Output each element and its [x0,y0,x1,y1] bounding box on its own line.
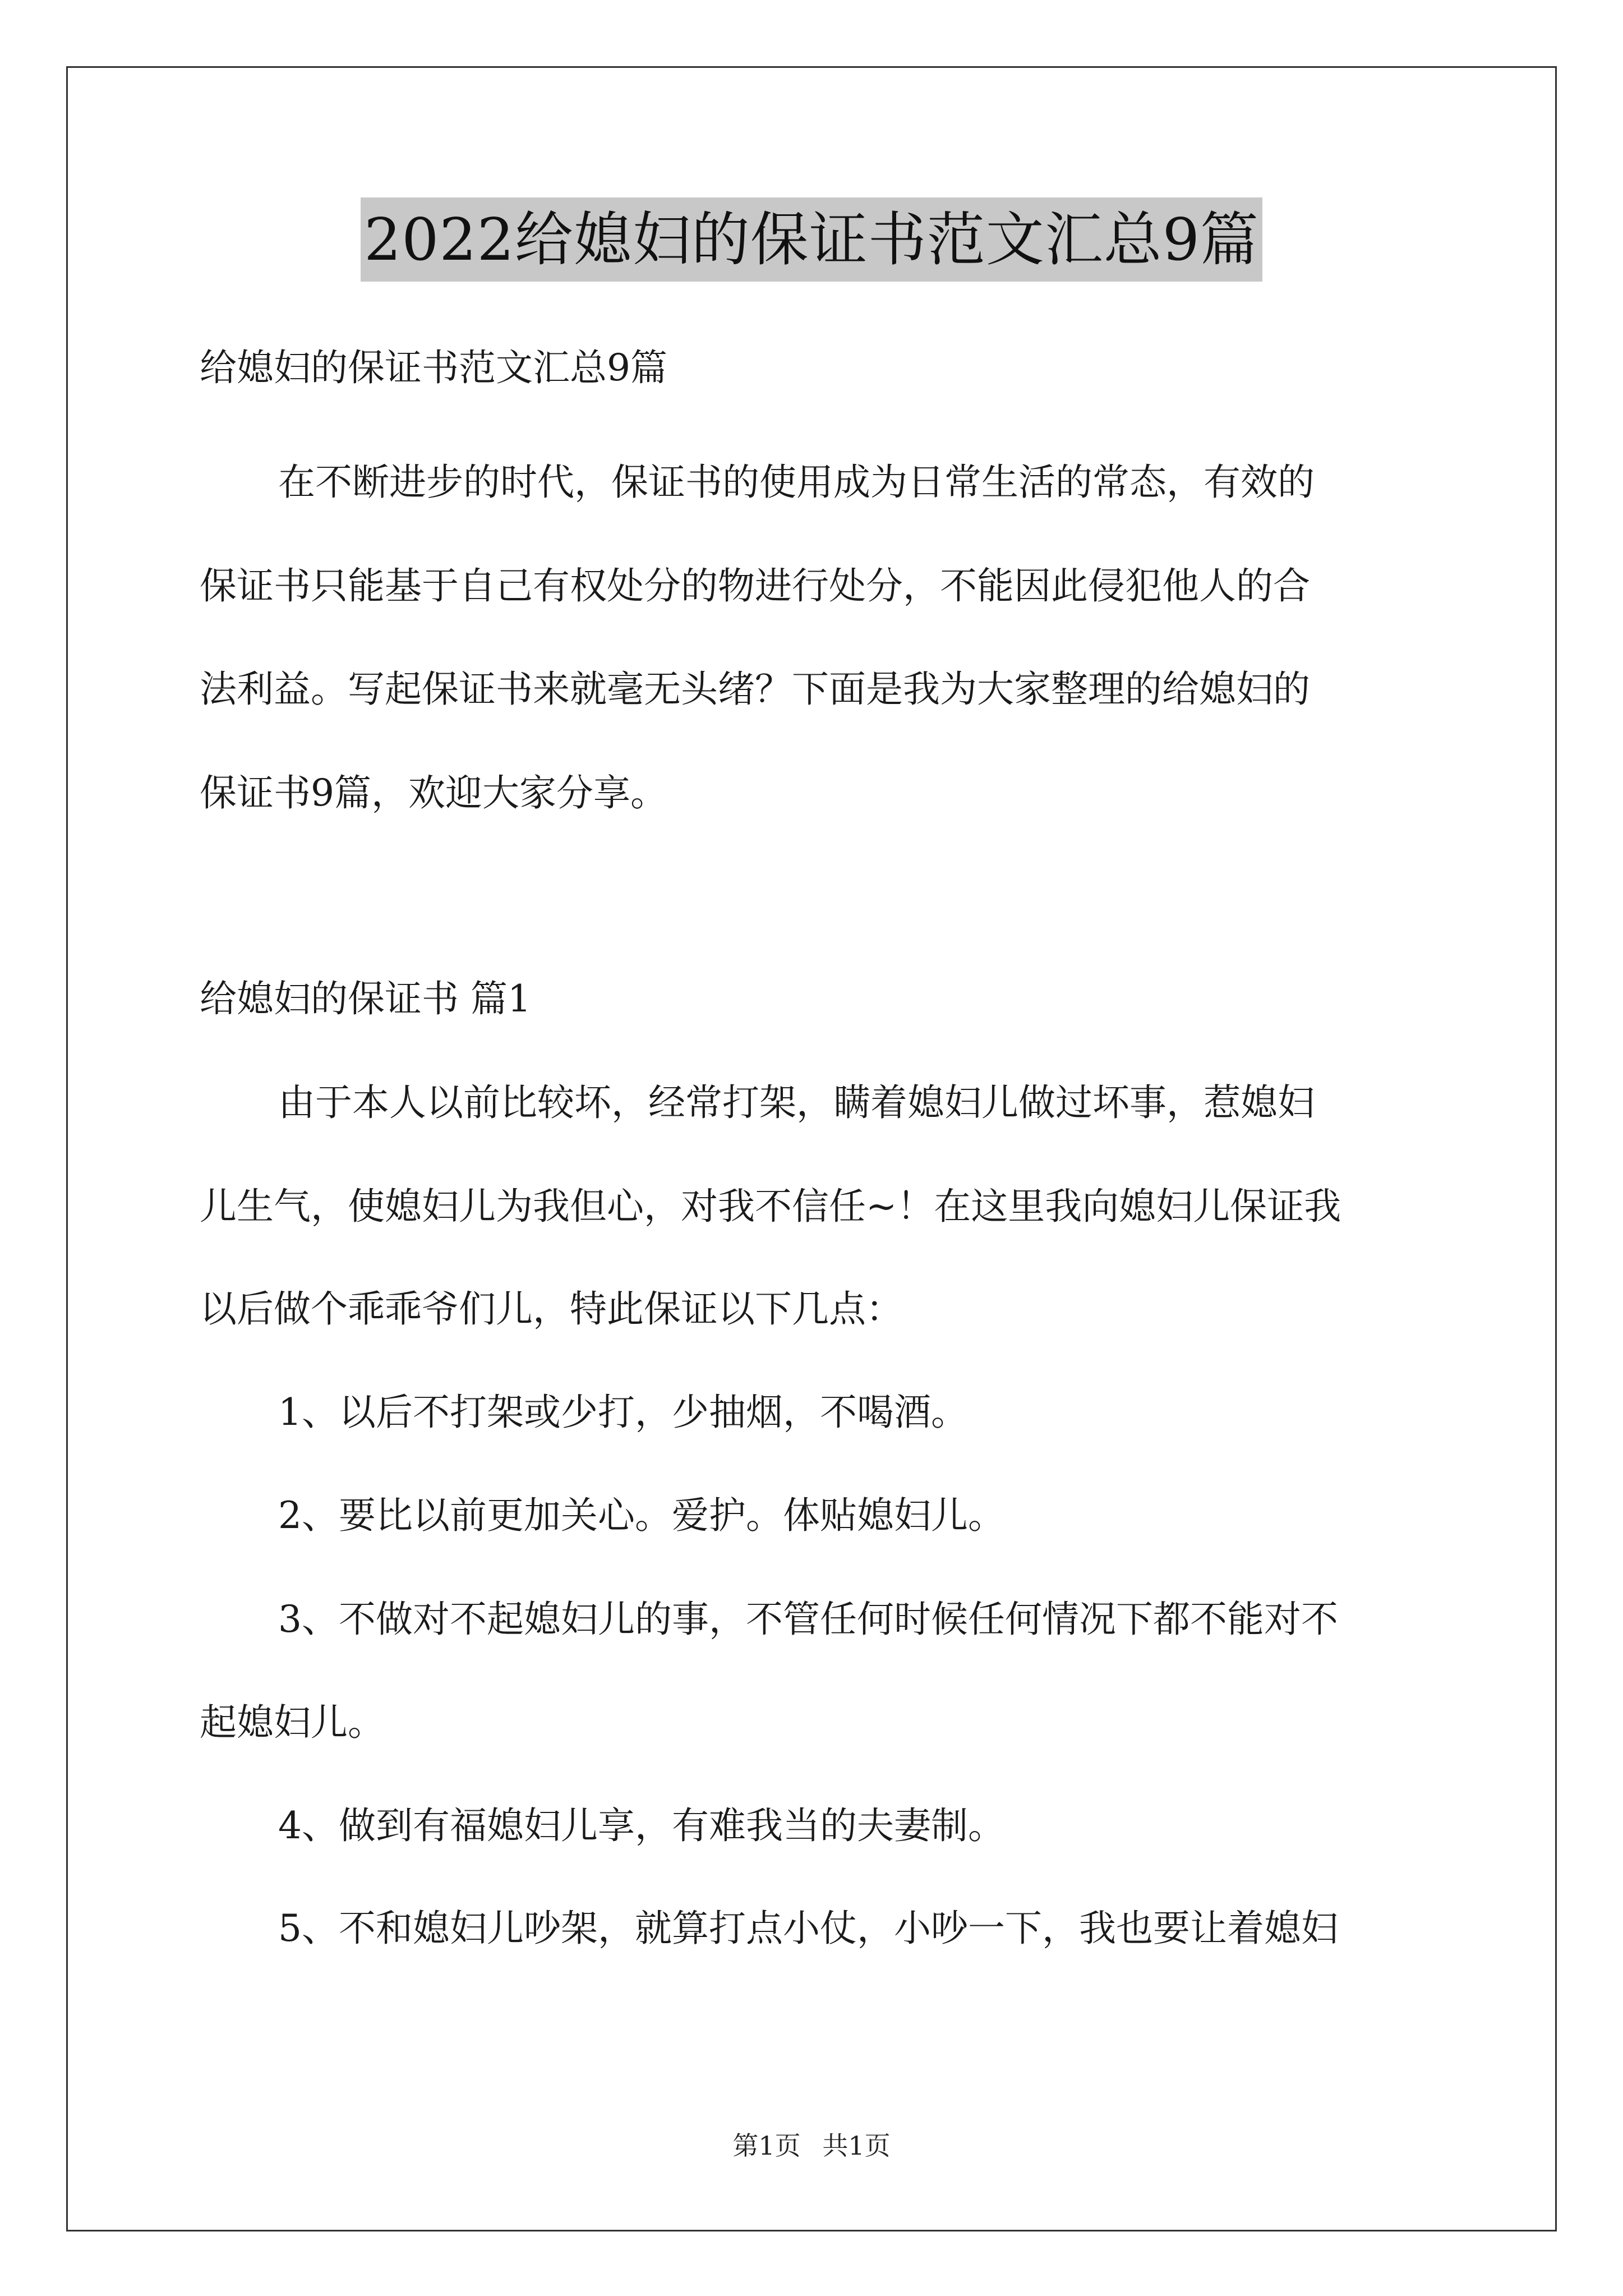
list-item-continuation: 起媳妇儿。 [200,1701,385,1744]
body-line: 由于本人以前比较坏，经常打架，瞒着媳妇儿做过坏事，惹媳妇 [278,1081,1315,1124]
body-line: 以后做个乖乖爷们儿，特此保证以下几点： [200,1287,903,1331]
title-container [0,197,1623,282]
list-item: 5、不和媳妇儿吵架，就算打点小仗，小吵一下，我也要让着媳妇 [278,1907,1338,1950]
intro-line: 在不断进步的时代，保证书的使用成为日常生活的常态，有效的 [278,461,1315,504]
intro-line: 法利益。写起保证书来就毫无头绪？下面是我为大家整理的给媳妇的 [200,668,1310,711]
list-item: 2、要比以前更加关心。爱护。体贴媳妇儿。 [278,1494,1005,1537]
document-title: 2022给媳妇的保证书范文汇总9篇 [361,197,1262,282]
intro-line: 保证书只能基于自己有权处分的物进行处分，不能因此侵犯他人的合 [200,564,1310,608]
section-heading: 给媳妇的保证书 篇1 [200,977,531,1020]
page-footer [0,2129,1623,2162]
body-line: 儿生气，使媳妇儿为我但心，对我不信任~！在这里我向媳妇儿保证我 [200,1185,1341,1228]
subtitle: 给媳妇的保证书范文汇总9篇 [200,346,667,389]
page-total: 共1页 [822,2131,891,2161]
page-number: 第1页 [732,2131,801,2161]
list-item: 4、做到有福媳妇儿享，有难我当的夫妻制。 [278,1804,1005,1847]
intro-line: 保证书9篇，欢迎大家分享。 [200,771,667,815]
list-item: 1、以后不打架或少打，少抽烟，不喝酒。 [278,1391,968,1434]
list-item: 3、不做对不起媳妇儿的事，不管任何时候任何情况下都不能对不 [278,1598,1338,1641]
